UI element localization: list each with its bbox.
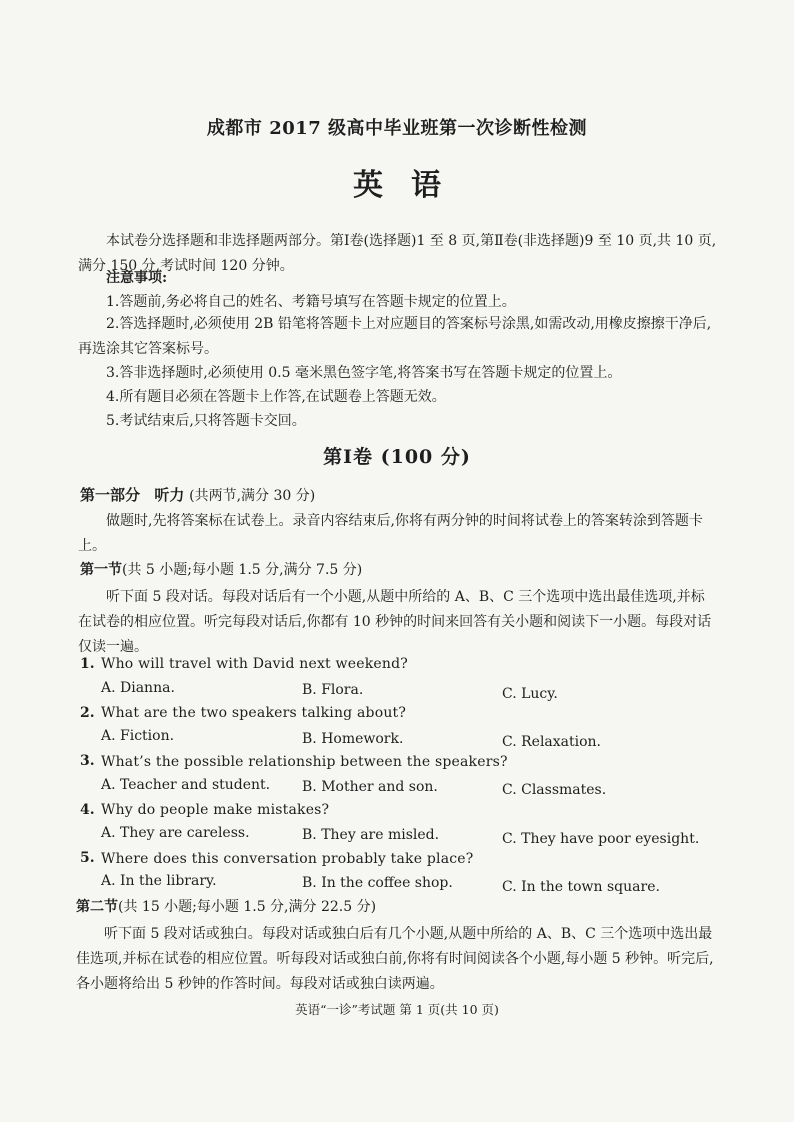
subsection-instructions: 听下面 5 段对话或独白。每段对话或独白后有几个小题,从题中所给的 A、B、C 三个选项中选出最佳选项,并标在试卷的相应位置。听每段对话或独白前,你将有时间阅读各个小题,每小题 5 秒钟。听完后,各小题将给出 5 秒钟的作答时间。每段对话或独白读两遍。 [76, 926, 714, 992]
option-a: A. In the library. [101, 873, 217, 889]
part-label: 第一部分 [80, 486, 141, 504]
note-item-5: 5.考试结束后,只将答题卡交回。 [106, 413, 306, 429]
question-number: 2. [80, 705, 95, 721]
part-name: 听力 [154, 486, 185, 504]
option-c: C. They have poor eyesight. [502, 831, 700, 847]
subsection-heading [76, 897, 376, 917]
question-text: Why do people make mistakes? [101, 802, 330, 818]
question-number: 3. [80, 753, 95, 769]
subsection-score: (共 5 小题;每小题 1.5 分,满分 7.5 分) [122, 562, 363, 578]
subsection-label: 第二节 [76, 899, 118, 915]
subsection-score: (共 15 小题;每小题 1.5 分,满分 22.5 分) [118, 899, 377, 915]
option-b: B. Mother and son. [302, 779, 438, 795]
option-a: A. Dianna. [101, 680, 175, 696]
question-number: 5. [80, 850, 95, 866]
page-footer: 英语“一诊”考试题 第 1 页(共 10 页) [295, 1002, 499, 1017]
section-title: 第Ⅰ卷 (100 分) [323, 446, 471, 468]
note-item-2: 2.答选择题时,必须使用 2B 铅笔将答题卡上对应题目的答案标号涂黑,如需改动,用橡皮擦擦干净后,再选涂其它答案标号。 [78, 316, 712, 357]
option-b: B. Homework. [302, 731, 404, 747]
subsection-instructions: 听下面 5 段对话。每段对话后有一个小题,从题中所给的 A、B、C 三个选项中选出最佳选项,并标在试卷的相应位置。听完每段对话后,你都有 10 秒钟的时间来回答有关小题和阅读下一小题。每段对话仅读一遍。 [78, 589, 712, 655]
exam-title: 成都市 2017 级高中毕业班第一次诊断性检测 [206, 118, 588, 139]
option-a: A. Fiction. [101, 728, 175, 744]
question-number: 4. [80, 802, 95, 818]
part-score: (共两节,满分 30 分) [189, 488, 316, 504]
note-item-1: 1.答题前,务必将自己的姓名、考籍号填写在答题卡规定的位置上。 [106, 294, 516, 310]
option-b: B. Flora. [302, 682, 364, 698]
subject-title: 英语 [353, 168, 469, 203]
part-heading [80, 484, 315, 505]
part-instructions: 做题时,先将答案标在试卷上。录音内容结束后,你将有两分钟的时间将试卷上的答案转涂到答题卡上。 [78, 513, 703, 554]
option-c: C. In the town square. [502, 879, 660, 895]
option-c: C. Lucy. [502, 686, 558, 702]
option-b: B. In the coffee shop. [302, 875, 453, 891]
note-item-3: 3.答非选择题时,必须使用 0.5 毫米黑色签字笔,将答案书写在答题卡规定的位置上。 [106, 365, 622, 381]
option-b: B. They are misled. [302, 827, 440, 843]
subsection-label: 第一节 [80, 562, 122, 578]
question-number: 1. [80, 656, 95, 672]
intro-paragraph: 本试卷分选择题和非选择题两部分。第Ⅰ卷(选择题)1 至 8 页,第Ⅱ卷(非选择题)9 至 10 页,共 10 页,满分 150 分,考试时间 120 分钟。 [78, 233, 717, 274]
option-a: A. They are careless. [101, 825, 250, 841]
question-text: What are the two speakers talking about? [101, 705, 407, 721]
question-text: Who will travel with David next weekend? [101, 656, 408, 672]
subsection-heading [80, 560, 362, 580]
option-c: C. Relaxation. [502, 734, 602, 750]
question-text: Where does this conversation probably take place? [101, 851, 474, 867]
note-item-4: 4.所有题目必须在答题卡上作答,在试题卷上答题无效。 [106, 389, 446, 405]
option-a: A. Teacher and student. [101, 777, 271, 793]
question-text: What’s the possible relationship between the speakers? [101, 754, 508, 770]
option-c: C. Classmates. [502, 782, 607, 798]
notes-heading: 注意事项: [106, 270, 168, 286]
